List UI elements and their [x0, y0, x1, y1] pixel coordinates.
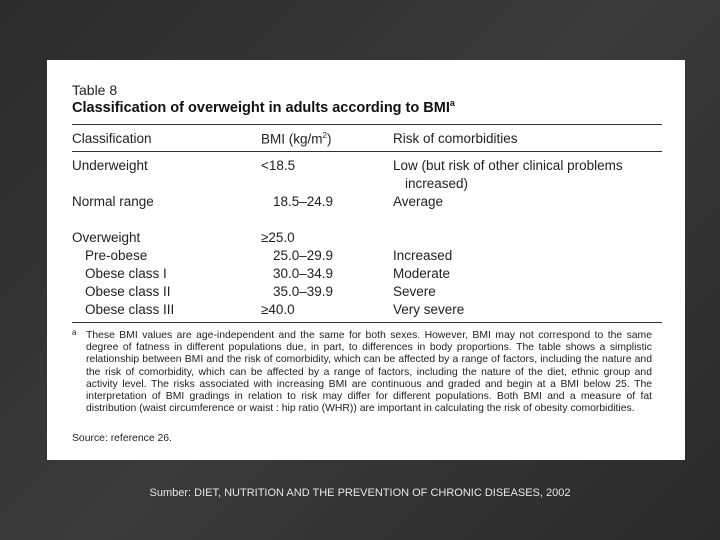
table-title-sup: a [449, 98, 455, 108]
row-bmi: ≥25.0 [261, 230, 295, 245]
row-bmi: 35.0–39.9 [273, 284, 334, 299]
row-classification: Obese class III [85, 302, 175, 317]
header-bmi-suffix: ) [326, 131, 332, 147]
row-bmi: ≥40.0 [261, 302, 295, 317]
table-title-text: Classification of overweight in adults according to BMI [72, 99, 450, 116]
table-card [47, 60, 685, 460]
row-classification: Obese class I [85, 266, 167, 281]
header-classification: Classification [72, 131, 152, 146]
header-risk: Risk of comorbidities [393, 131, 518, 146]
source-caption: Sumber: DIET, NUTRITION AND THE PREVENTION OF CHRONIC DISEASES, 2002 [149, 487, 571, 499]
row-risk: Very severe [393, 302, 465, 317]
footnote-mark: a [72, 328, 77, 337]
row-bmi: <18.5 [261, 158, 296, 173]
header-bmi-sup: 2 [322, 131, 327, 140]
table-label: Table 8 [72, 82, 118, 98]
header-rule [72, 151, 662, 152]
row-classification: Obese class II [85, 284, 171, 299]
header-bmi-text: BMI (kg/m [261, 131, 323, 147]
top-rule [72, 124, 662, 125]
row-risk: Severe [393, 284, 436, 299]
row-classification: Underweight [72, 158, 148, 173]
footnote [72, 330, 652, 415]
footnote-text: These BMI values are age-independent and the same for both sexes. However, BMI may not correspond to the same degree of fatness in different populations due, in part, to differences in body proportions. The table shows a simplistic relationship between BMI and the risk of comorbidity, which can be affected by a range of factors, including the nature and the risk of comorbidity, which can be affected by a range of factors, including the nature of the diet, ethnic group and activity level. The risks associated with increasing BMI are continuous and graded and begin at a BMI below 25. The interpretation of BMI gradings in relation to risk may differ for different populations. Both BMI and a measure of fat distribution (waist circumference or waist : hip ratio (WHR)) are important in calculating the risk of obesity comorbidities. [86, 330, 652, 415]
bottom-rule [72, 322, 662, 323]
source-note: Source: reference 26. [72, 433, 172, 444]
row-bmi: 30.0–34.9 [273, 266, 334, 281]
row-bmi: 18.5–24.9 [273, 194, 334, 209]
row-classification: Overweight [72, 230, 141, 245]
header-bmi [261, 131, 331, 147]
row-classification: Pre-obese [85, 248, 148, 263]
row-classification: Normal range [72, 194, 154, 209]
row-risk: Moderate [393, 266, 451, 281]
table-title [72, 98, 455, 116]
row-risk: Low (but risk of other clinical problems [393, 158, 623, 173]
row-risk: Increased [393, 248, 453, 263]
row-risk-continued: increased) [405, 176, 469, 191]
row-risk: Average [393, 194, 444, 209]
row-bmi: 25.0–29.9 [273, 248, 334, 263]
